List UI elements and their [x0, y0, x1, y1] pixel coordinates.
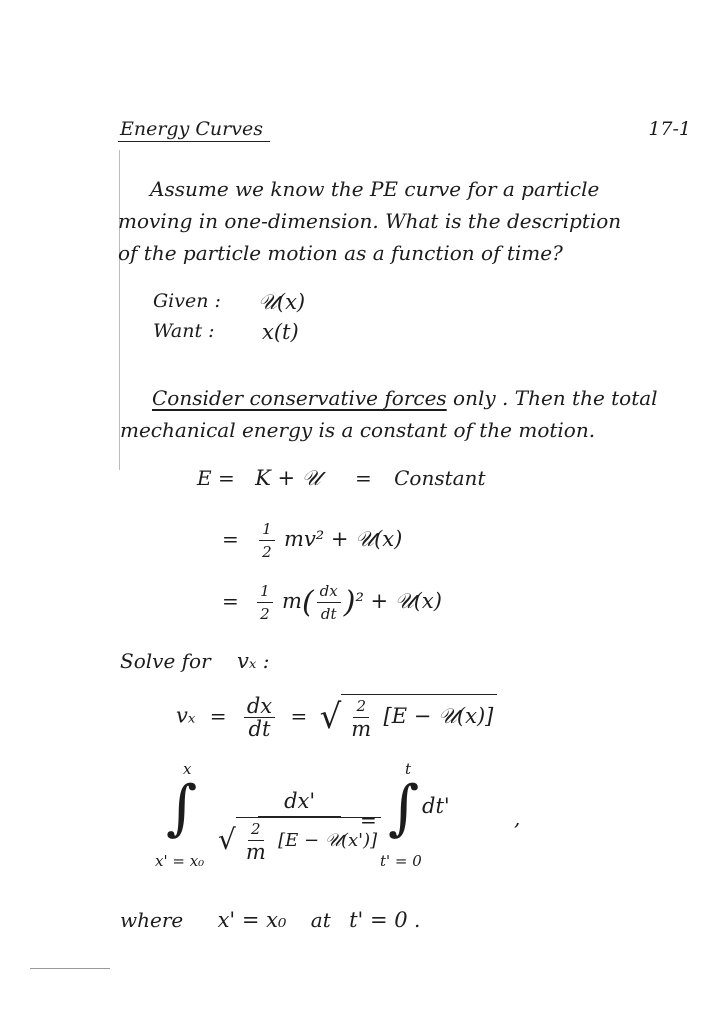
integral-sign-right: ∫: [388, 773, 420, 843]
sqrt-body: $\frac{2}{m}$ [E − 𝒰(x)]: [341, 694, 497, 740]
integral-lower-left: x' = x₀: [155, 852, 205, 870]
conservative-underlined: Consider conservative forces: [152, 386, 447, 410]
integral-equals: =: [360, 808, 377, 832]
energy-eq3-equals: =: [222, 589, 239, 613]
kinetic-term: mv² + 𝒰(x): [284, 527, 403, 551]
intro-line-1: Assume we know the PE curve for a particle: [150, 177, 600, 201]
intro-paragraph: [118, 173, 622, 269]
integral-integrand-right: dt': [422, 794, 450, 818]
velocity-vx: vₓ: [176, 703, 196, 728]
where-cond-2: t' = 0: [349, 908, 408, 932]
title-underline: [118, 141, 270, 142]
where-line: where x' = x₀ at t' = 0 .: [120, 908, 421, 932]
energy-k-plus-u: K + 𝒰: [255, 466, 321, 490]
velocity-bracket: [E − 𝒰(x)]: [383, 704, 494, 728]
want-value: x(t): [262, 320, 299, 344]
half-fraction: $\frac{1}{2}$: [259, 518, 275, 563]
where-at: at: [310, 908, 331, 932]
conservative-rest: only . Then the total: [446, 386, 658, 410]
intro-line-3: of the particle motion as a function of time?: [118, 241, 563, 265]
page-number: 17-1: [648, 118, 691, 140]
intro-line-2: moving in one-dimension. What is the description: [118, 209, 622, 233]
integrand-denominator: √ $\frac{2}{m}$ [E − 𝒰(x')]: [215, 817, 384, 863]
sqrt-sign: √: [319, 697, 342, 737]
energy-eq-1: [197, 466, 485, 491]
velocity-dxdt: $\frac{dx}{dt}$: [244, 695, 275, 740]
conservative-line-2: mechanical energy is a constant of the motion.: [120, 418, 596, 442]
where-word: where: [120, 908, 184, 932]
integrand-numerator: dx': [258, 790, 341, 817]
solve-label: Solve for: [120, 649, 211, 673]
energy-eq-2: [222, 518, 402, 563]
want-label: Want :: [153, 320, 215, 342]
given-value: 𝒰(x): [258, 290, 306, 314]
given-label: Given :: [153, 290, 221, 312]
page-title: Energy Curves: [120, 118, 263, 140]
velocity-eq: vₓ = $\frac{dx}{dt}$ = √ $\frac{2}{m}$ [E − 𝒰(x)]: [176, 694, 497, 740]
scan-speck: [30, 968, 110, 969]
integral-upper-left: x: [183, 760, 192, 778]
energy-constant: Constant: [394, 466, 486, 490]
integral-lower-right: t' = 0: [380, 852, 422, 870]
energy-lhs: E =: [197, 466, 235, 490]
integral-comma: ,: [514, 806, 521, 830]
integral-sign-left: ∫: [166, 773, 198, 843]
energy-eq-3: = $\frac{1}{2}$ m( $\frac{dx}{dt}$ )² + 𝒰(x): [222, 582, 442, 623]
energy-equals: =: [354, 466, 372, 490]
half-fraction-2: $\frac{1}{2}$: [257, 580, 273, 625]
solve-var: vₓ: [237, 649, 257, 673]
dx-dt-fraction: $\frac{dx}{dt}$: [317, 580, 341, 625]
conservative-line-1: [152, 382, 658, 414]
where-cond-1: x' = x₀: [217, 908, 287, 932]
energy-eq2-equals: =: [222, 527, 239, 551]
integral-upper-right: t: [405, 760, 412, 778]
solve-line: Solve for vₓ :: [120, 649, 270, 673]
